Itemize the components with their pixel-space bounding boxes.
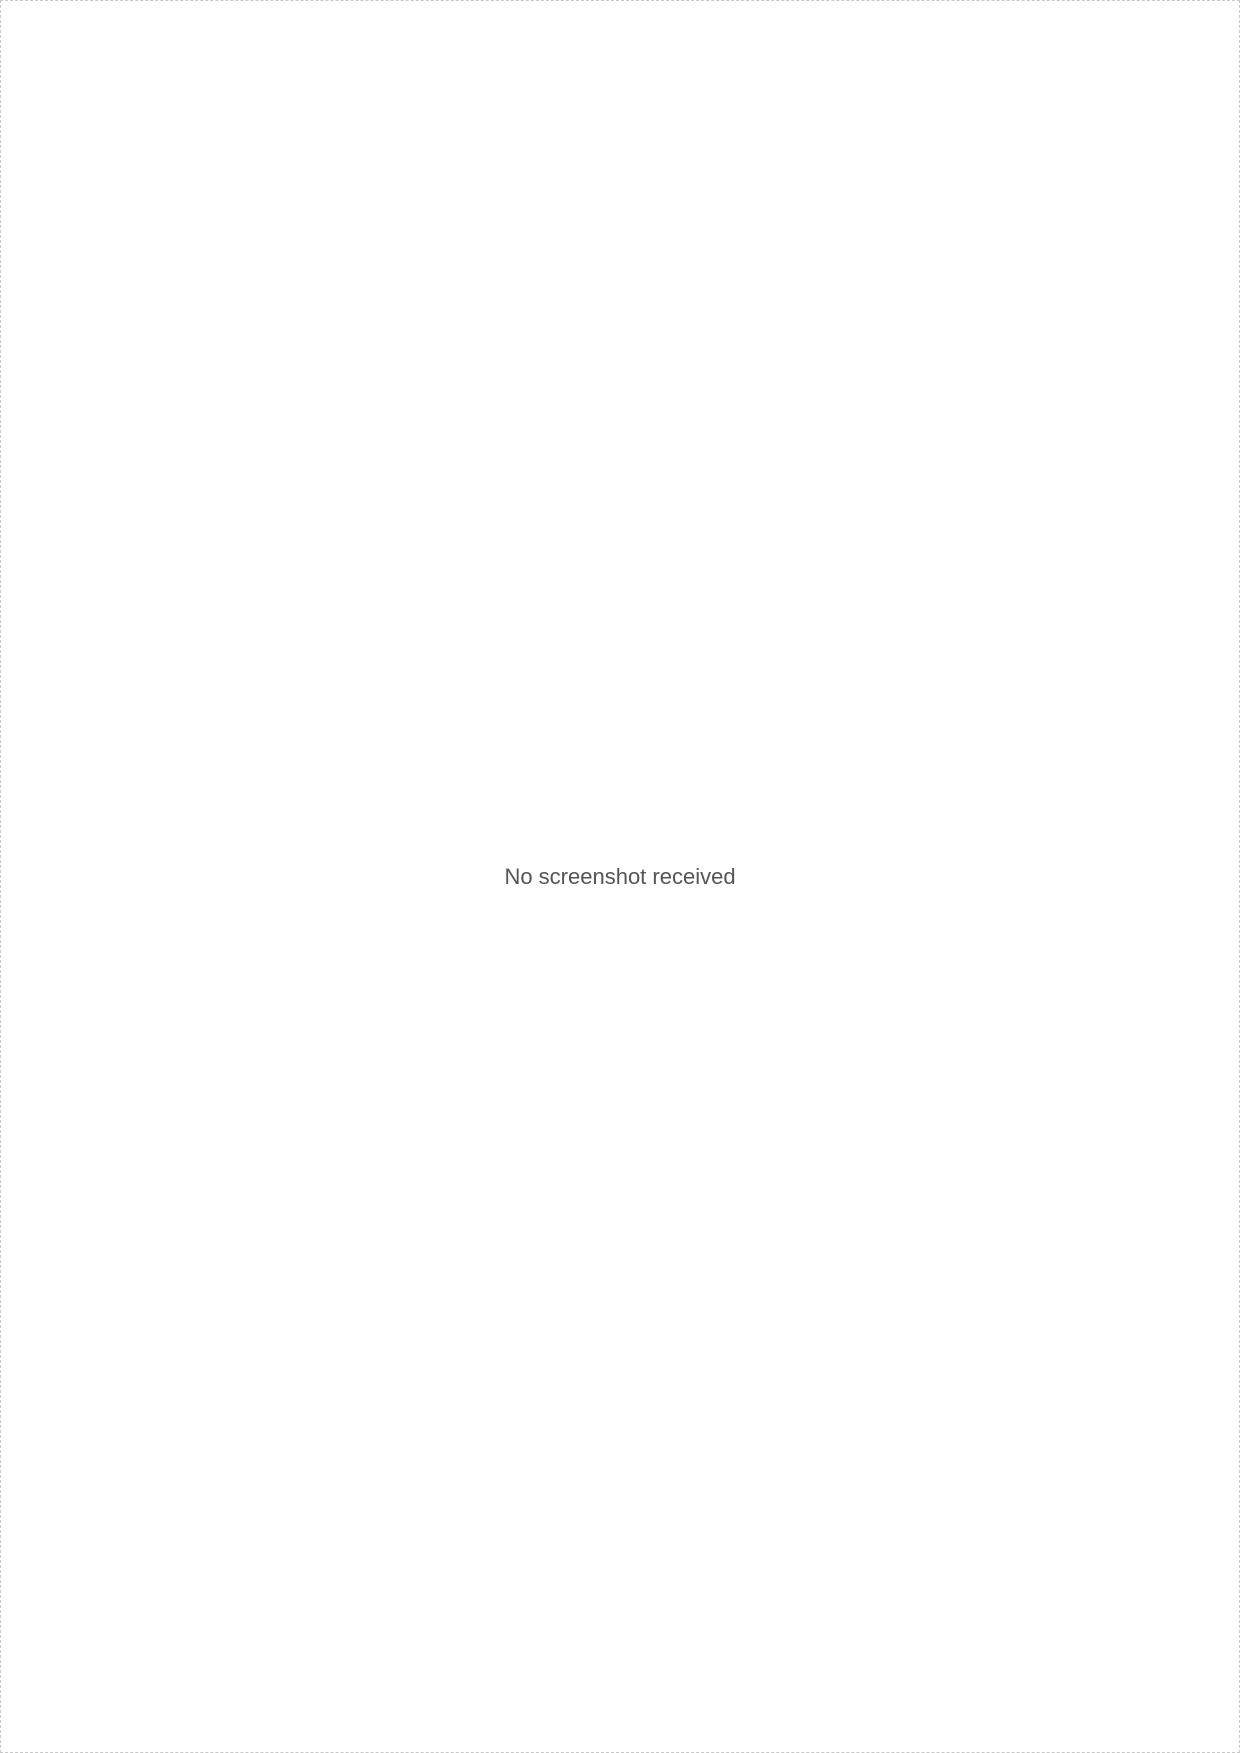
missing-image-notice: No screenshot received: [504, 863, 736, 889]
